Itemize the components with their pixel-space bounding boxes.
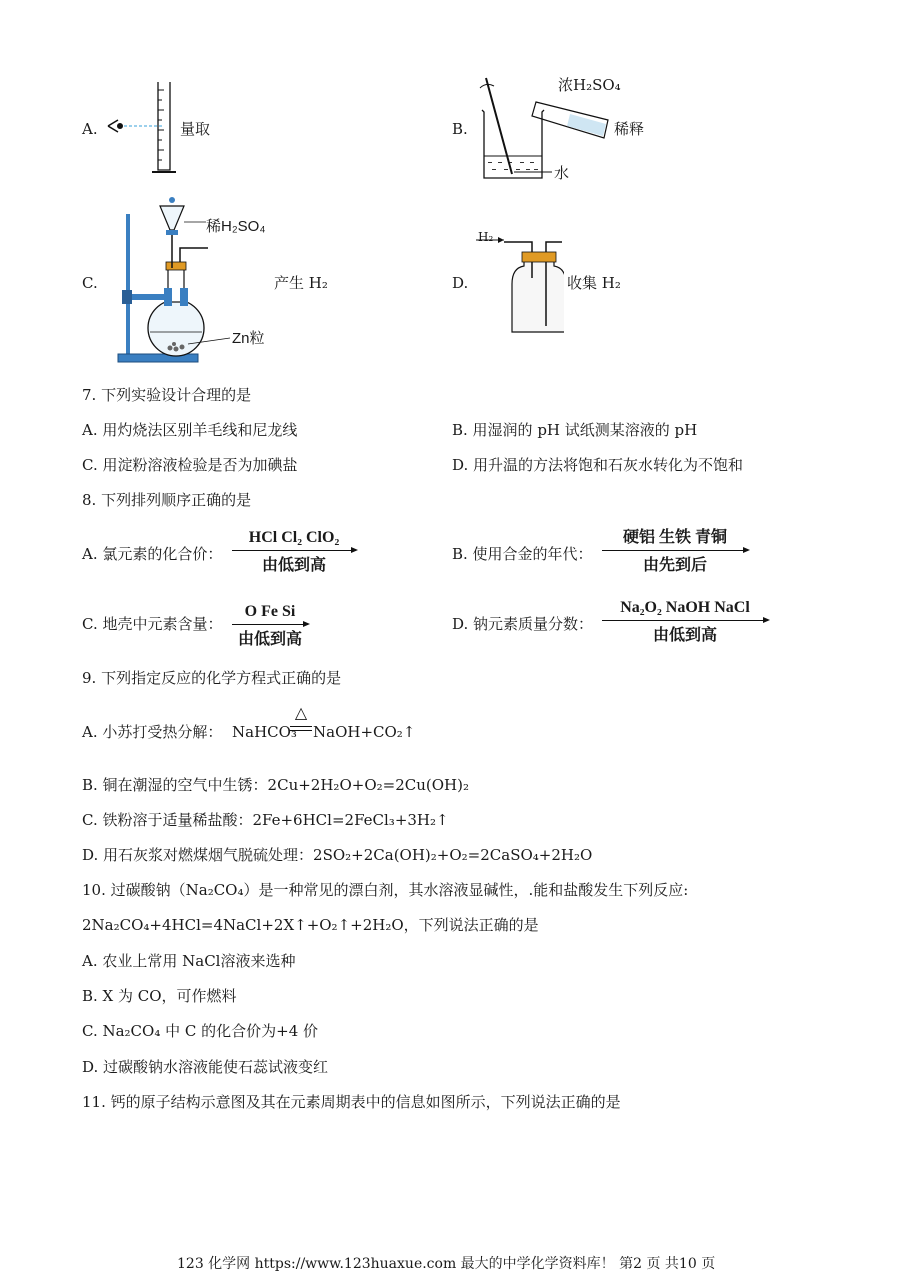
- q8-option-c-order: [232, 602, 308, 649]
- option-d-letter: D.: [452, 274, 469, 292]
- q8-option-a-prefix: A. 氯元素的化合价：: [82, 545, 223, 563]
- q8-option-d-order-label: 由低到高: [652, 625, 717, 644]
- option-a-letter: A.: [82, 120, 98, 138]
- q8-option-d-sequence: Na₂O₂ NaOH NaCl: [620, 599, 750, 616]
- q8-option-b-order-label: 由先到后: [642, 555, 707, 574]
- q10-stem-line1: 10. 过碳酸钠（Na₂CO₄）是一种常见的漂白剂，其水溶液显碱性，.能和盐酸发生下列反应:: [82, 881, 689, 899]
- q10-stem-line2: 2Na₂CO₄+4HCl=4NaCl+2X↑+O₂↑+2H₂O，下列说法正确的是: [82, 916, 539, 934]
- q8-option-d-arrow: [602, 620, 768, 621]
- q8-option-b-arrow: [602, 550, 748, 551]
- q8-option-c-order-label: 由低到高: [237, 629, 302, 648]
- q9-option-b: B. 铜在潮湿的空气中生锈：2Cu+2H₂O+O₂=2Cu(OH)₂: [82, 776, 469, 794]
- q7-stem: 7. 下列实验设计合理的是: [82, 386, 252, 404]
- option-a-label: 量取: [180, 120, 211, 138]
- option-d-gas-in: H₂: [478, 230, 494, 244]
- option-b-label-side: 稀释: [614, 120, 645, 138]
- q9-stem: 9. 下列指定反应的化学方程式正确的是: [82, 669, 342, 687]
- option-c-letter: C.: [82, 274, 98, 292]
- q9-option-a-condition: [290, 703, 312, 731]
- q8-option-d-prefix: D. 钠元素质量分数：: [452, 615, 594, 633]
- eq-line-bottom: [290, 730, 312, 731]
- option-c-label-top: 稀H₂SO₄: [206, 218, 266, 235]
- option-d-caption: 收集 H₂: [567, 274, 621, 292]
- q8-option-a-arrow: [232, 550, 356, 551]
- q8-option-c-prefix: C. 地壳中元素含量：: [82, 615, 223, 633]
- option-c-caption: 产生 H₂: [274, 274, 328, 292]
- q8-option-c-arrow: [232, 624, 308, 625]
- q9-option-a-left: NaHCO₃: [232, 723, 297, 741]
- q11-stem: 11. 钙的原子结构示意图及其在元素周期表中的信息如图所示，下列说法正确的是: [82, 1093, 621, 1111]
- q8-option-b-sequence: 硬铝 生铁 青铜: [622, 529, 727, 546]
- page-footer: 123 化学网 https://www.123huaxue.com 最大的中学化学资料库！ 第2 页 共10 页: [177, 1256, 716, 1272]
- q10-option-b: B. X 为 CO，可作燃料: [82, 987, 237, 1005]
- option-b-label-top: 浓H₂SO₄: [558, 76, 621, 94]
- graduated-cylinder-figure: [104, 78, 184, 178]
- q9-option-a-prefix: A. 小苏打受热分解：: [82, 723, 223, 741]
- q7-option-c: C. 用淀粉溶液检验是否为加碘盐: [82, 456, 298, 474]
- option-b-letter: B.: [452, 120, 468, 138]
- q8-option-a-sequence: HCl Cl₂ ClO₂: [248, 529, 340, 546]
- option-c-label-bottom: Zn粒: [232, 330, 265, 347]
- option-b-label-bottom: 水: [554, 164, 570, 182]
- q8-stem: 8. 下列排列顺序正确的是: [82, 491, 252, 509]
- q9-option-c: C. 铁粉溶于适量稀盐酸：2Fe+6HCl=2FeCl₃+3H₂↑: [82, 811, 449, 829]
- q7-option-a: A. 用灼烧法区别羊毛线和尼龙线: [82, 421, 298, 439]
- q8-option-b-prefix: B. 使用合金的年代：: [452, 545, 593, 563]
- q8-option-b-order: [602, 528, 748, 575]
- q8-option-d-order: [602, 598, 768, 645]
- q9-option-a-right: NaOH+CO₂↑: [313, 723, 416, 741]
- q8-option-c-sequence: O Fe Si: [244, 603, 296, 620]
- q7-option-b: B. 用湿润的 pH 试纸测某溶液的 pH: [452, 421, 698, 439]
- q10-option-d: D. 过碳酸钠水溶液能使石蕊试液变红: [82, 1058, 329, 1076]
- q9-option-d: D. 用石灰浆对燃煤烟气脱硫处理：2SO₂+2Ca(OH)₂+O₂=2CaSO₄+2H₂O: [82, 846, 593, 864]
- q8-option-a-order-label: 由低到高: [261, 555, 326, 574]
- eq-line-top: [290, 726, 312, 727]
- q8-option-a-order: [232, 528, 356, 575]
- q7-option-d: D. 用升温的方法将饱和石灰水转化为不饱和: [452, 456, 744, 474]
- q10-option-a: A. 农业上常用 NaCl溶液来选种: [82, 952, 296, 970]
- q10-option-c: C. Na₂CO₄ 中 C 的化合价为+4 价: [82, 1022, 319, 1040]
- heat-symbol: △: [294, 703, 308, 722]
